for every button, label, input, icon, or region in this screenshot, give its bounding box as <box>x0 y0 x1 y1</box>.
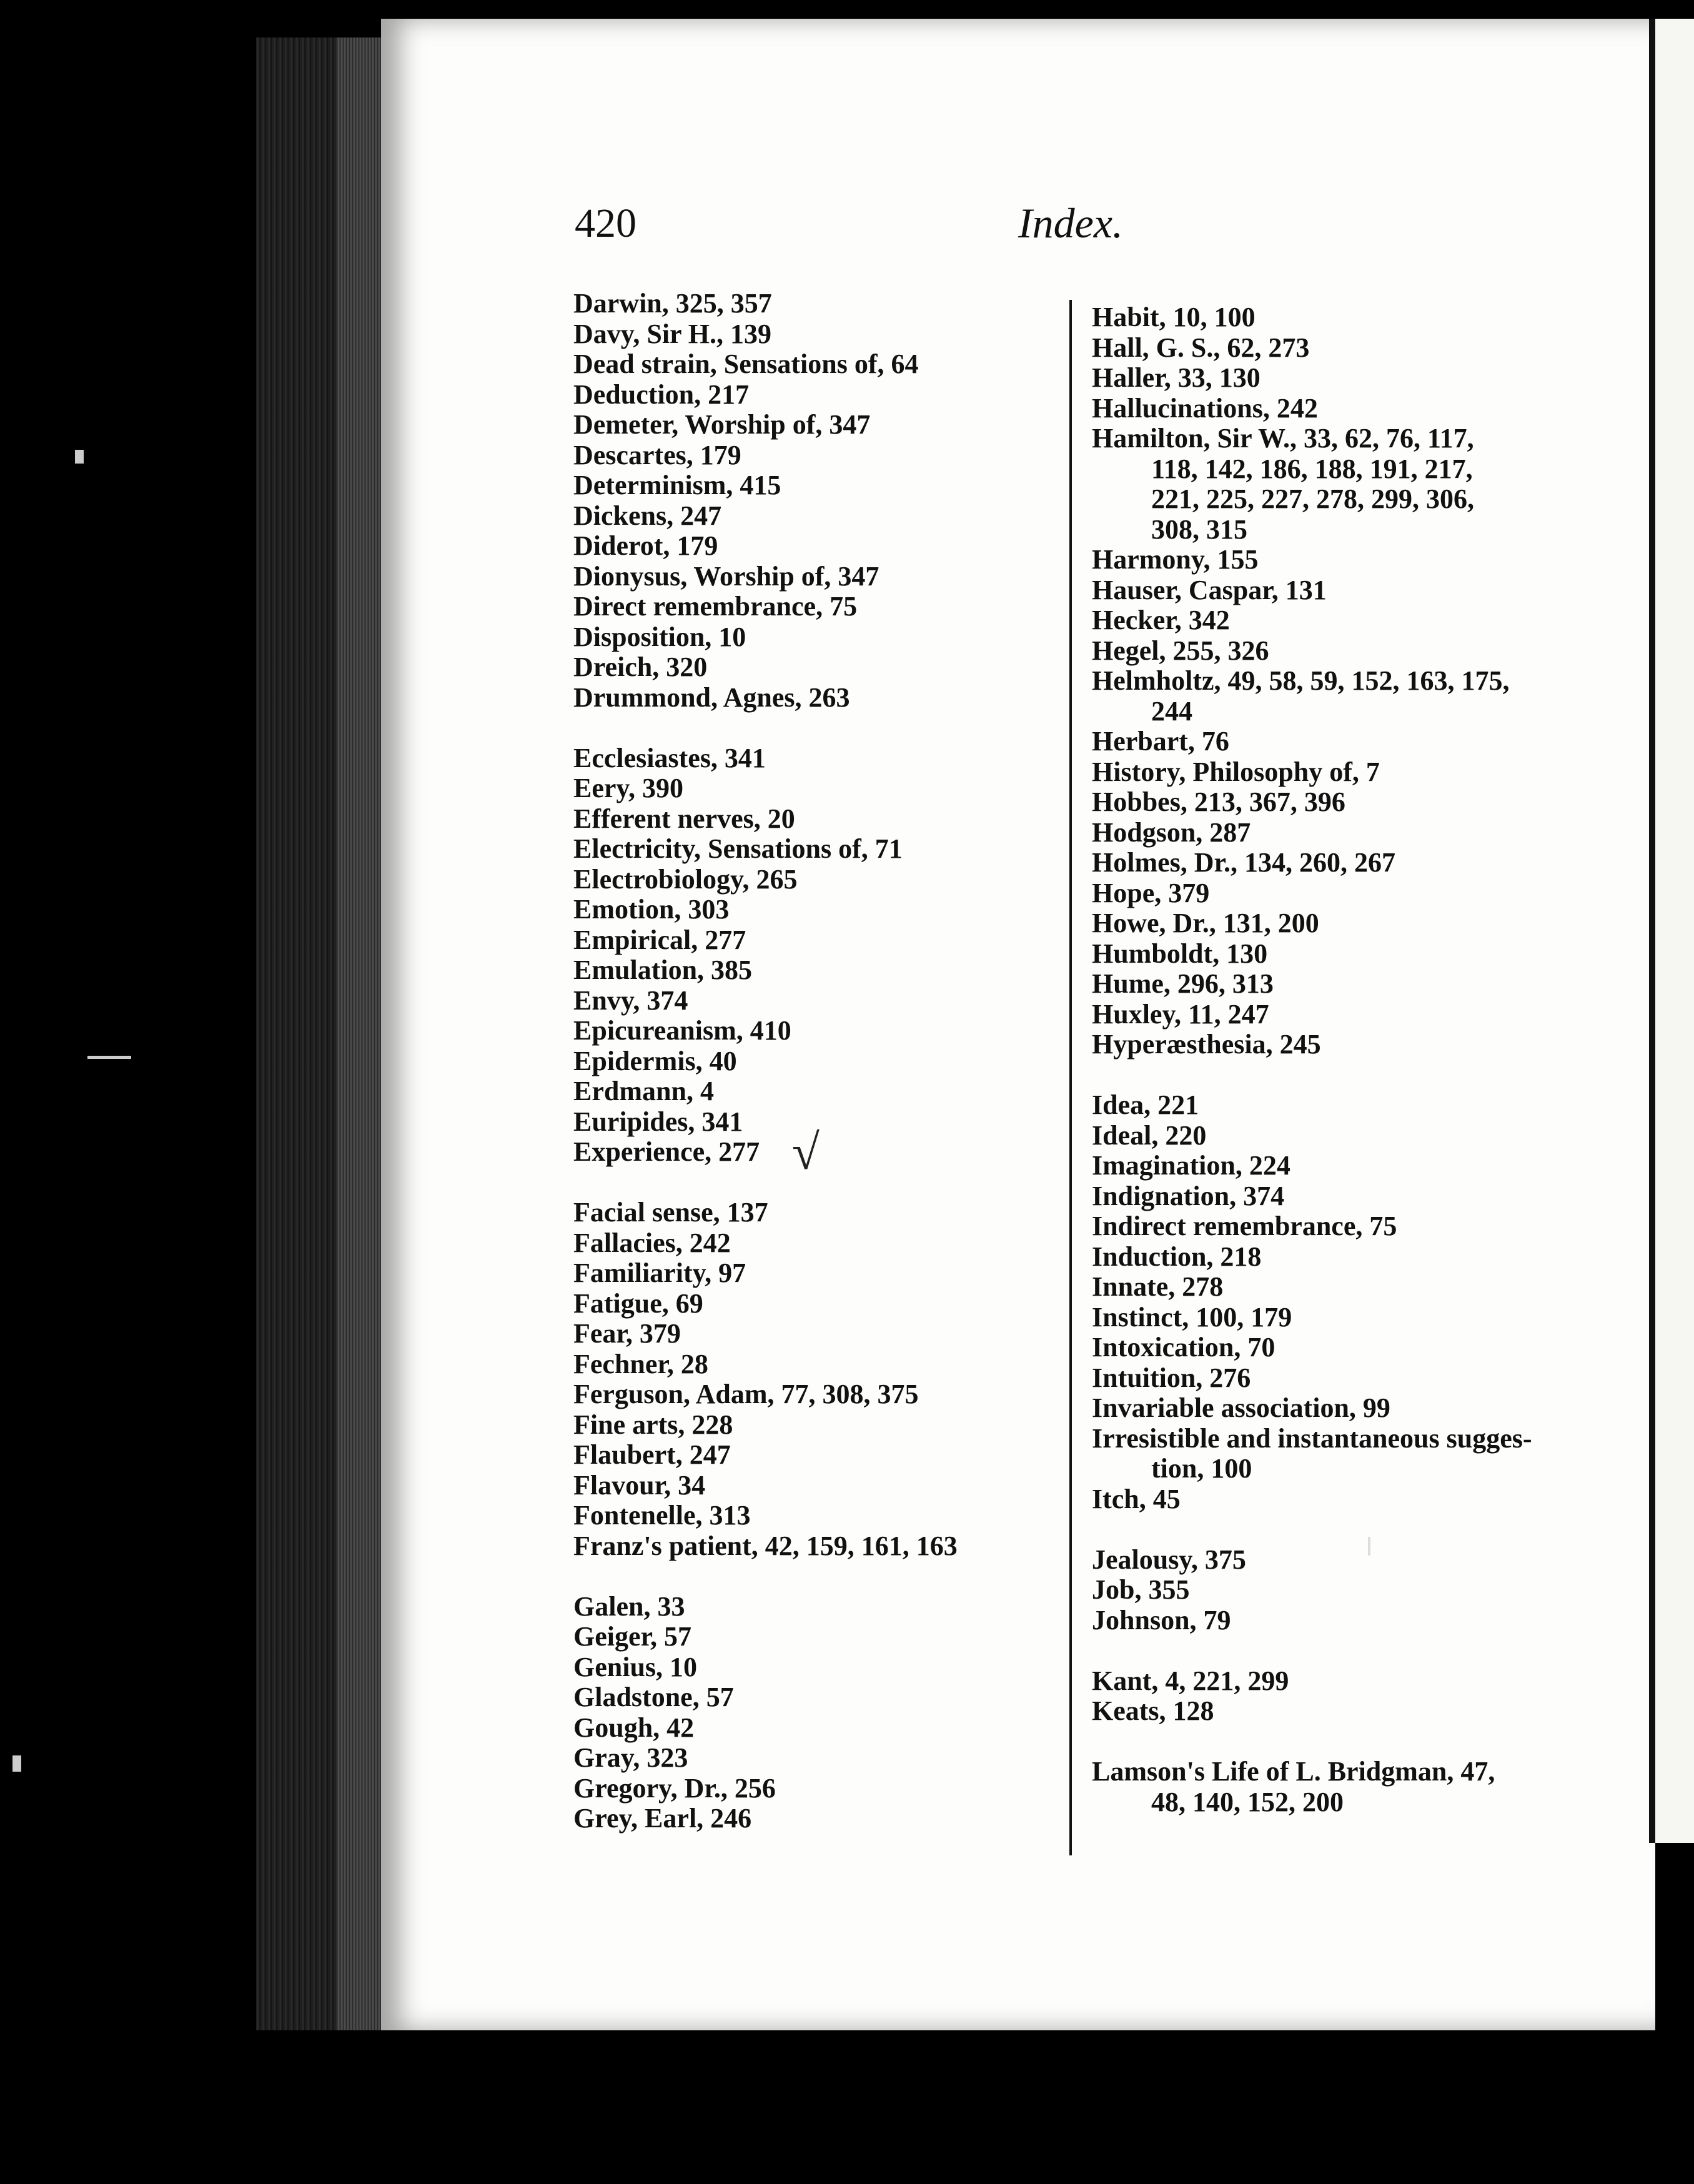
scan-speck <box>12 1755 21 1772</box>
index-entry: Empirical, 277 <box>573 924 746 955</box>
index-entry: Indirect remembrance, 75 <box>1092 1211 1397 1241</box>
index-entry: Determinism, 415 <box>573 470 781 500</box>
letter-group-gap <box>1092 1514 1604 1545</box>
page-number: 420 <box>575 201 636 246</box>
index-entry: Flavour, 34 <box>573 1469 706 1501</box>
index-entry: Fatigue, 69 <box>573 1288 703 1319</box>
index-entry: Familiarity, 97 <box>573 1258 746 1288</box>
index-entry: Diderot, 179 <box>573 530 718 561</box>
index-entry-continuation: tion, 100 <box>1151 1453 1252 1484</box>
index-entry: Experience, 277 <box>573 1136 760 1167</box>
index-entry: Envy, 374 <box>573 985 688 1016</box>
index-entry: Dickens, 247 <box>573 500 722 531</box>
index-entry: Hyperæsthesia, 245 <box>1092 1029 1321 1060</box>
index-entry: Irresistible and instantaneous sugges- <box>1092 1422 1532 1454</box>
scan-speck <box>75 450 84 464</box>
index-entry: Ecclesiastes, 341 <box>573 742 766 773</box>
letter-group-gap <box>1092 1727 1604 1757</box>
index-entry: Demeter, Worship of, 347 <box>573 409 871 440</box>
index-entry-continuation: 221, 225, 227, 278, 299, 306, <box>1151 484 1474 514</box>
index-entry: Grey, Earl, 246 <box>573 1803 752 1834</box>
index-entry: Electricity, Sensations of, 71 <box>573 833 903 864</box>
paper-speck <box>1368 1537 1370 1556</box>
index-entry: Darwin, 325, 357 <box>573 288 772 319</box>
index-entry: Efferent nerves, 20 <box>573 803 795 834</box>
index-entry: Hobbes, 213, 367, 396 <box>1092 787 1345 817</box>
index-entry: History, Philosophy of, 7 <box>1092 756 1380 787</box>
index-entry: Job, 355 <box>1092 1574 1190 1605</box>
index-entry: Eery, 390 <box>573 773 683 803</box>
index-entry: Disposition, 10 <box>573 621 746 652</box>
index-entry: Direct remembrance, 75 <box>573 591 858 622</box>
index-entry: Galen, 33 <box>573 1591 685 1622</box>
facing-page-edge <box>1655 19 1694 1843</box>
letter-group-gap <box>573 1168 1086 1198</box>
index-entry: Humboldt, 130 <box>1092 938 1268 969</box>
index-entry: Ferguson, Adam, 77, 308, 375 <box>573 1379 919 1409</box>
index-entry: Harmony, 155 <box>1092 544 1259 575</box>
index-entry: Intuition, 276 <box>1092 1362 1251 1393</box>
index-entry: Howe, Dr., 131, 200 <box>1092 908 1319 938</box>
index-entry: Induction, 218 <box>1092 1241 1262 1272</box>
index-entry: Electrobiology, 265 <box>573 863 798 895</box>
index-entry: Helmholtz, 49, 58, 59, 152, 163, 175, <box>1092 665 1510 696</box>
index-entry: Invariable association, 99 <box>1092 1392 1390 1423</box>
index-entry: Hope, 379 <box>1092 877 1210 908</box>
letter-group-gap <box>573 1561 1086 1592</box>
index-entry: Genius, 10 <box>573 1651 698 1682</box>
index-column-right <box>1092 302 1604 1817</box>
running-head: Index. <box>1018 199 1124 247</box>
index-entry: Fechner, 28 <box>573 1348 708 1379</box>
index-entry: Dreich, 320 <box>573 652 708 682</box>
index-entry: Haller, 33, 130 <box>1092 362 1261 393</box>
index-entry: Jealousy, 375 <box>1092 1544 1246 1575</box>
index-entry: Euripides, 341 <box>573 1106 743 1137</box>
index-entry: Descartes, 179 <box>573 439 741 470</box>
index-entry: Fallacies, 242 <box>573 1227 731 1258</box>
letter-group-gap <box>1092 1060 1604 1091</box>
index-entry: Emotion, 303 <box>573 894 730 925</box>
index-entry: Erdmann, 4 <box>573 1076 714 1106</box>
index-entry: Gray, 323 <box>573 1742 688 1773</box>
index-entry: Geiger, 57 <box>573 1621 691 1652</box>
index-entry: Epidermis, 40 <box>573 1045 737 1076</box>
index-entry: Hecker, 342 <box>1092 605 1230 635</box>
column-divider-rule <box>1069 300 1072 1855</box>
index-entry: Lamson's Life of L. Bridgman, 47, <box>1092 1756 1495 1787</box>
index-entry: Johnson, 79 <box>1092 1604 1231 1636</box>
index-entry: Gough, 42 <box>573 1712 695 1743</box>
index-entry: Hodgson, 287 <box>1092 817 1251 848</box>
index-entry: Instinct, 100, 179 <box>1092 1301 1292 1333</box>
handwritten-check-mark: √ <box>792 1125 820 1180</box>
index-entry: Gladstone, 57 <box>573 1682 734 1712</box>
index-entry: Dead strain, Sensations of, 64 <box>573 349 919 379</box>
index-entry: Herbart, 76 <box>1092 726 1229 757</box>
index-entry: Davy, Sir H., 139 <box>573 318 772 349</box>
index-entry: Habit, 10, 100 <box>1092 302 1256 332</box>
index-entry: Flaubert, 247 <box>573 1439 731 1470</box>
index-entry: Facial sense, 137 <box>573 1197 768 1228</box>
index-column-left <box>573 289 1086 1834</box>
index-entry: Hamilton, Sir W., 33, 62, 76, 117, <box>1092 423 1474 454</box>
index-entry: Franz's patient, 42, 159, 161, 163 <box>573 1530 958 1561</box>
index-entry: Hauser, Caspar, 131 <box>1092 574 1327 605</box>
index-entry: Holmes, Dr., 134, 260, 267 <box>1092 847 1396 878</box>
index-entry: Innate, 278 <box>1092 1271 1224 1302</box>
index-entry: Hall, G. S., 62, 273 <box>1092 332 1310 363</box>
index-entry: Fine arts, 228 <box>573 1409 733 1440</box>
index-entry: Indignation, 374 <box>1092 1180 1285 1211</box>
index-entry: Gregory, Dr., 256 <box>573 1772 776 1804</box>
index-entry: Intoxication, 70 <box>1092 1332 1275 1363</box>
index-entry-continuation: 244 <box>1151 695 1192 727</box>
index-entry: Epicureanism, 410 <box>573 1015 791 1046</box>
index-entry: Hume, 296, 313 <box>1092 968 1274 999</box>
index-entry: Idea, 221 <box>1092 1090 1199 1120</box>
index-entry-continuation: 118, 142, 186, 188, 191, 217, <box>1151 453 1473 484</box>
index-entry-continuation: 48, 140, 152, 200 <box>1151 1786 1344 1817</box>
index-entry: Drummond, Agnes, 263 <box>573 682 850 713</box>
index-entry-continuation: 308, 315 <box>1151 514 1247 545</box>
index-entry: Ideal, 220 <box>1092 1119 1207 1151</box>
letter-group-gap <box>1092 1636 1604 1666</box>
index-entry: Imagination, 224 <box>1092 1150 1290 1181</box>
scan-speck <box>87 1056 131 1059</box>
index-entry: Hallucinations, 242 <box>1092 392 1318 424</box>
index-entry: Huxley, 11, 247 <box>1092 998 1269 1030</box>
index-entry: Keats, 128 <box>1092 1695 1214 1726</box>
index-entry: Emulation, 385 <box>573 955 753 985</box>
index-entry: Fear, 379 <box>573 1318 681 1349</box>
index-entry: Dionysus, Worship of, 347 <box>573 560 879 592</box>
index-entry: Kant, 4, 221, 299 <box>1092 1665 1289 1696</box>
index-entry: Fontenelle, 313 <box>573 1500 751 1531</box>
index-entry: Itch, 45 <box>1092 1483 1181 1514</box>
index-entry: Deduction, 217 <box>573 379 750 410</box>
index-entry: Hegel, 255, 326 <box>1092 635 1269 666</box>
letter-group-gap <box>573 713 1086 743</box>
